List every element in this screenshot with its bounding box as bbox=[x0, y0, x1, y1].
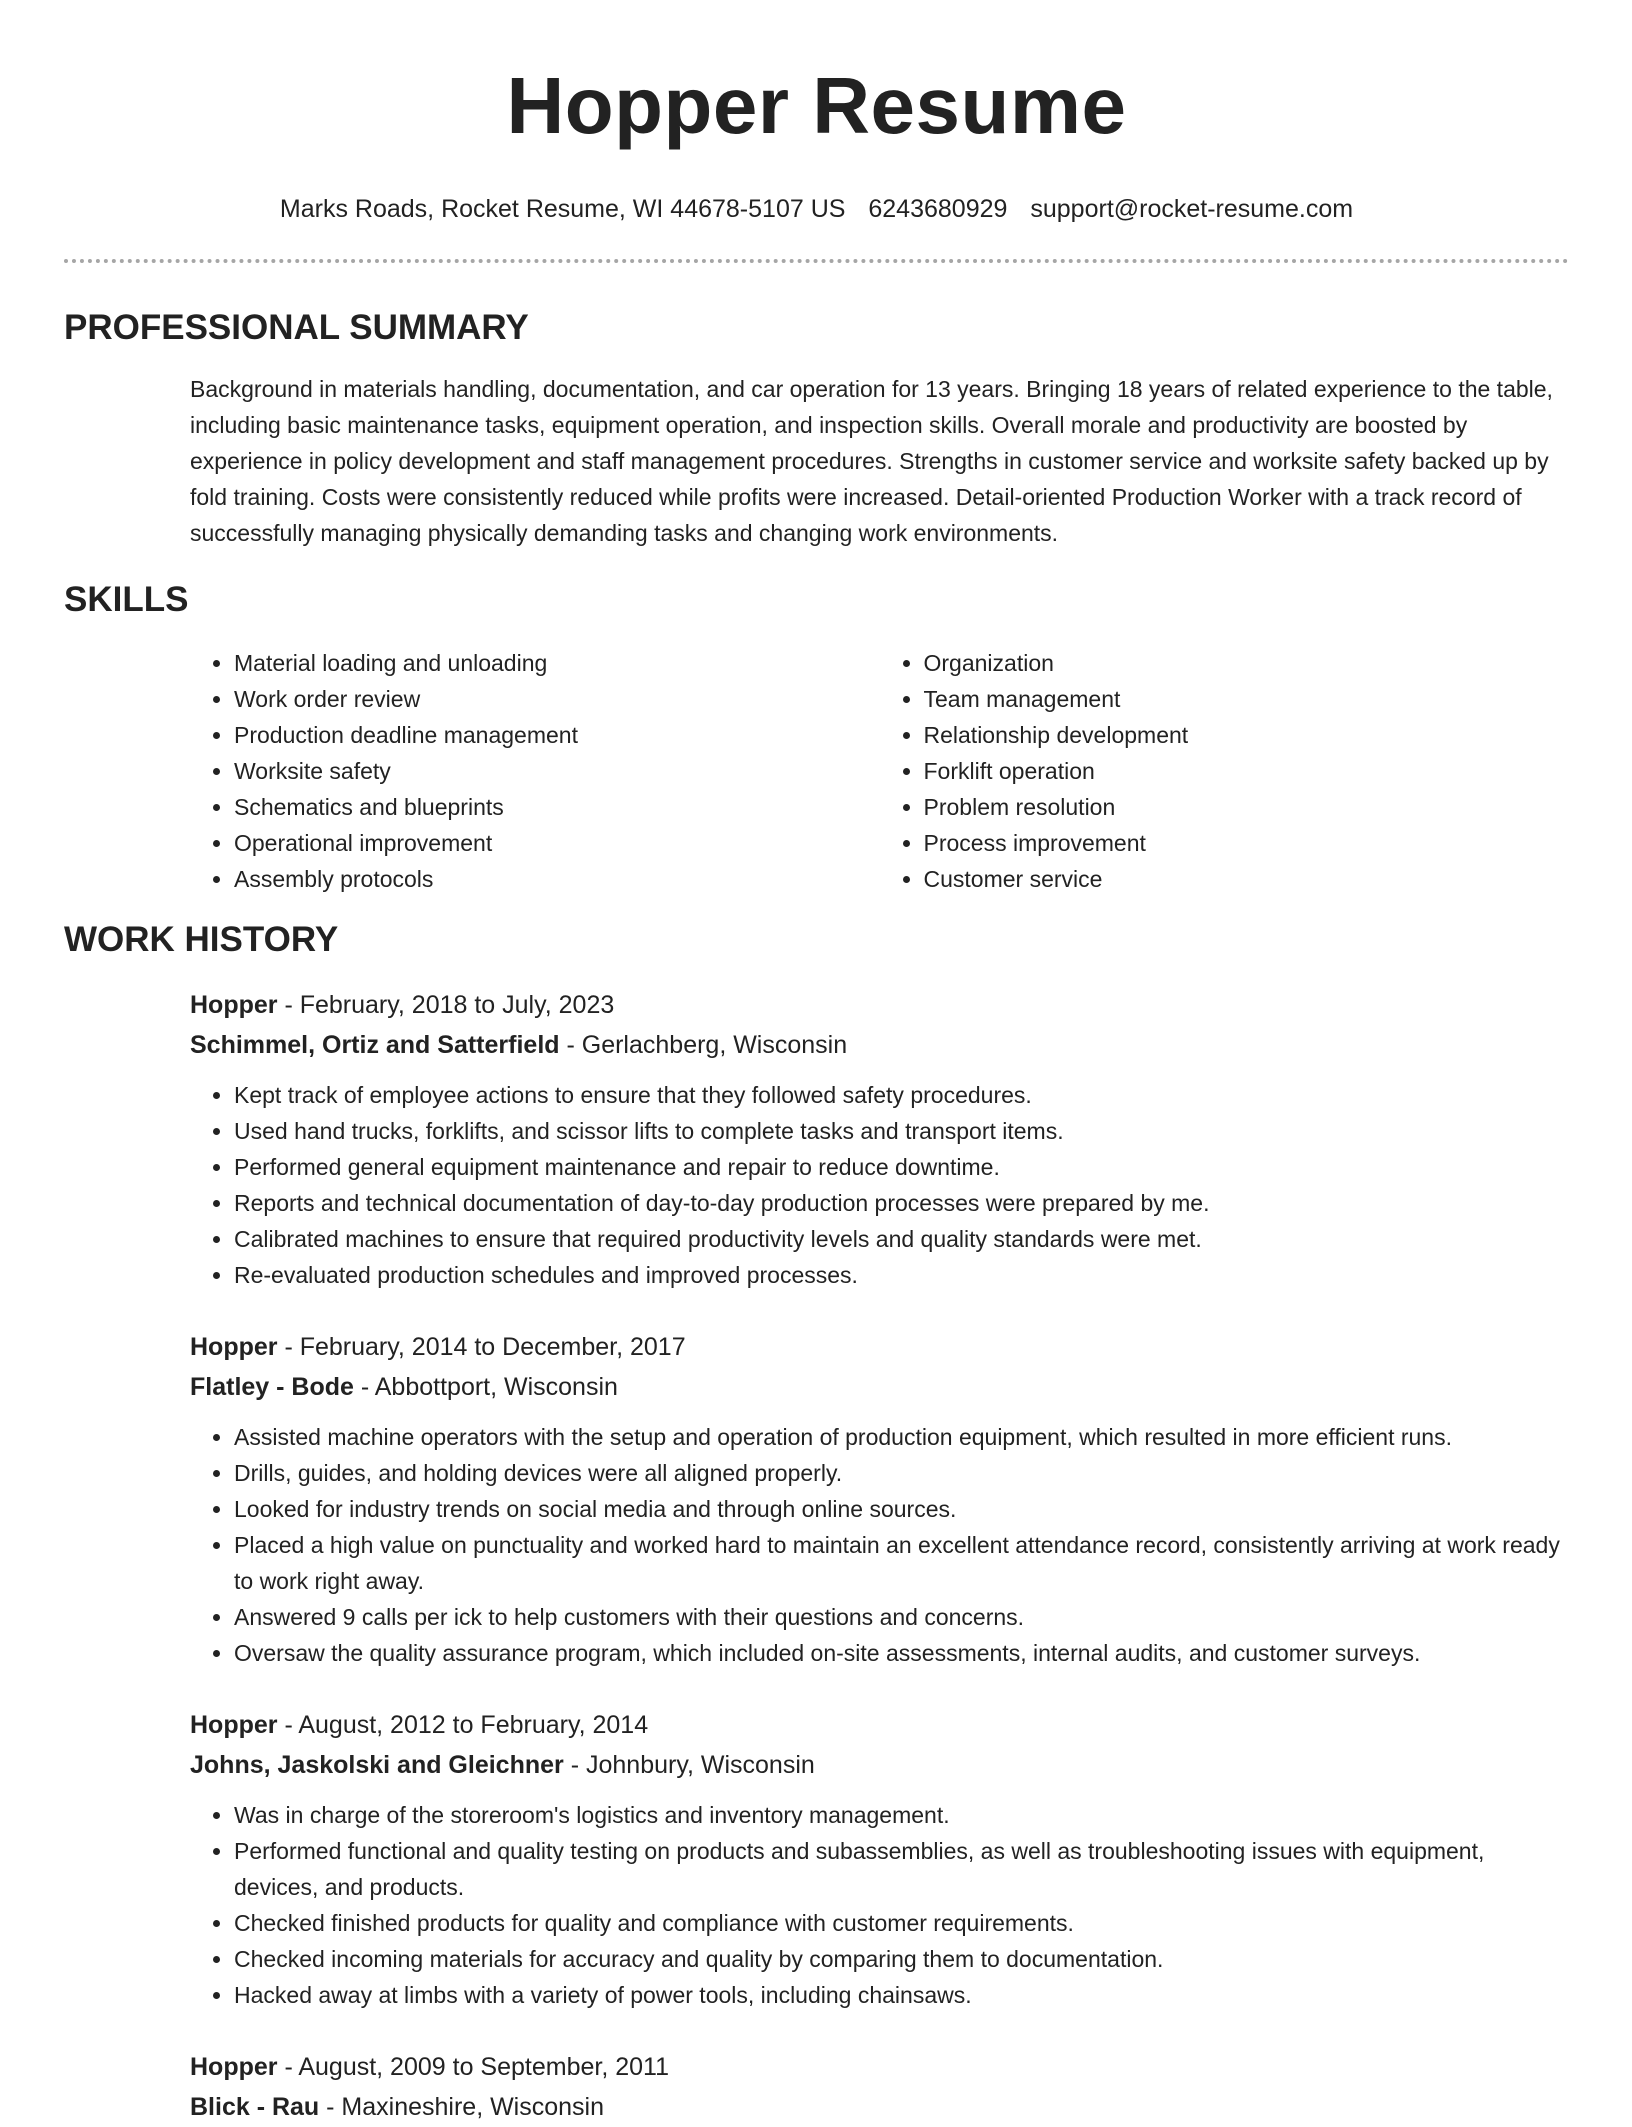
job-company-line bbox=[190, 1745, 1569, 1785]
job-location: - Abbottport, Wisconsin bbox=[353, 1373, 618, 1401]
job-bullet: • Re-evaluated production schedules and improved processes. bbox=[234, 1257, 1569, 1293]
skill-item: • Material loading and unloading bbox=[234, 645, 880, 681]
job-title-line bbox=[190, 1327, 1569, 1367]
job-bullet: • Oversaw the quality assurance program, which included on-site assessments, internal audits, and customer surveys. bbox=[234, 1635, 1569, 1671]
job-company: Blick - Rau bbox=[190, 2093, 320, 2121]
job-bullet: • Performed general equipment maintenance and repair to reduce downtime. bbox=[234, 1149, 1569, 1185]
job-dates: - February, 2018 to July, 2023 bbox=[277, 991, 615, 1019]
job-dates: - August, 2012 to February, 2014 bbox=[277, 1711, 649, 1739]
job-company: Johns, Jaskolski and Gleichner bbox=[190, 1751, 564, 1779]
skill-item: • Organization bbox=[924, 645, 1570, 681]
skill-item: • Production deadline management bbox=[234, 717, 880, 753]
job-company-line bbox=[190, 1025, 1569, 1065]
contact-address: Marks Roads, Rocket Resume, WI 44678-5107 US bbox=[279, 195, 846, 223]
skill-item: • Assembly protocols bbox=[234, 861, 880, 897]
job-role: Hopper bbox=[190, 991, 278, 1019]
resume-name: Hopper Resume bbox=[506, 61, 1127, 150]
job-location: - Maxineshire, Wisconsin bbox=[319, 2093, 605, 2121]
job-title-line bbox=[190, 2047, 1569, 2087]
job-dates: - August, 2009 to September, 2011 bbox=[277, 2053, 669, 2081]
job-location: - Gerlachberg, Wisconsin bbox=[559, 1031, 848, 1059]
job-bullet: • Checked finished products for quality and compliance with customer requirements. bbox=[234, 1905, 1569, 1941]
job-bullet: • Placed a high value on punctuality and worked hard to maintain an excellent attendance record, consistently arriving at work ready to work right away. bbox=[234, 1527, 1569, 1599]
job-bullet: • Drills, guides, and holding devices were all aligned properly. bbox=[234, 1455, 1569, 1491]
job-bullet: • Checked incoming materials for accuracy and quality by comparing them to documentation. bbox=[234, 1941, 1569, 1977]
skills-heading: SKILLS bbox=[64, 580, 189, 619]
job-entry bbox=[190, 985, 1569, 1293]
job-bullet: • Calibrated machines to ensure that required productivity levels and quality standards were met. bbox=[234, 1221, 1569, 1257]
skills-list-left bbox=[190, 645, 880, 897]
job-bullets bbox=[190, 1077, 1569, 1293]
summary-heading: PROFESSIONAL SUMMARY bbox=[64, 308, 529, 347]
job-company: Flatley - Bode bbox=[190, 1373, 354, 1401]
job-bullet: • Looked for industry trends on social media and through online sources. bbox=[234, 1491, 1569, 1527]
job-title-line bbox=[190, 1705, 1569, 1745]
skill-item: • Team management bbox=[924, 681, 1570, 717]
job-bullets bbox=[190, 1419, 1569, 1671]
work-history-section bbox=[64, 919, 1569, 2127]
skill-item: • Customer service bbox=[924, 861, 1570, 897]
skills-grid bbox=[190, 645, 1569, 897]
job-bullet: • Assisted machine operators with the setup and operation of production equipment, which resulted in more efficient runs. bbox=[234, 1419, 1569, 1455]
skill-item: • Worksite safety bbox=[234, 753, 880, 789]
skill-item: • Process improvement bbox=[924, 825, 1570, 861]
job-role: Hopper bbox=[190, 2053, 278, 2081]
skill-item: • Forklift operation bbox=[924, 753, 1570, 789]
summary-section bbox=[64, 307, 1569, 551]
job-role: Hopper bbox=[190, 1333, 278, 1361]
job-bullet: • Performed functional and quality testing on products and subassemblies, as well as troubleshooting issues with equipment, devices, and products. bbox=[234, 1833, 1569, 1905]
job-bullet: • Kept track of employee actions to ensure that they followed safety procedures. bbox=[234, 1077, 1569, 1113]
skill-item: • Relationship development bbox=[924, 717, 1570, 753]
job-bullets bbox=[190, 1797, 1569, 2013]
header-divider bbox=[64, 259, 1569, 263]
skill-item: • Problem resolution bbox=[924, 789, 1570, 825]
job-bullet: • Hacked away at limbs with a variety of power tools, including chainsaws. bbox=[234, 1977, 1569, 2013]
contact-phone: 6243680929 bbox=[868, 195, 1008, 223]
skills-list-right bbox=[880, 645, 1570, 897]
work-history-heading: WORK HISTORY bbox=[64, 920, 339, 959]
skills-section bbox=[64, 579, 1569, 897]
job-role: Hopper bbox=[190, 1711, 278, 1739]
job-bullet: • Was in charge of the storeroom's logistics and inventory management. bbox=[234, 1797, 1569, 1833]
job-title-line bbox=[190, 985, 1569, 1025]
job-company-line bbox=[190, 1367, 1569, 1407]
skill-item: • Work order review bbox=[234, 681, 880, 717]
job-company-line bbox=[190, 2087, 1569, 2127]
job-bullet: • Used hand trucks, forklifts, and scissor lifts to complete tasks and transport items. bbox=[234, 1113, 1569, 1149]
contact-line bbox=[64, 192, 1569, 226]
job-dates: - February, 2014 to December, 2017 bbox=[277, 1333, 686, 1361]
summary-text: Background in materials handling, documentation, and car operation for 13 years. Bringing 18 years of related experience to the table, including basic maintenance tasks, equipment operation, and inspection skills. Overall morale and productivity are boosted by experience in policy development and staff management procedures. Strengths in customer service and worksite safety backed up by fold training. Costs were consistently reduced while profits were increased. Detail-oriented Production Worker with a track record of successfully managing physically demanding tasks and changing work environments. bbox=[190, 376, 1553, 546]
job-bullet: • Answered 9 calls per ick to help customers with their questions and concerns. bbox=[234, 1599, 1569, 1635]
job-entry bbox=[190, 2047, 1569, 2127]
job-entry bbox=[190, 1327, 1569, 1671]
skill-item: • Schematics and blueprints bbox=[234, 789, 880, 825]
contact-email[interactable]: support@rocket-resume.com bbox=[1030, 195, 1354, 223]
skill-item: • Operational improvement bbox=[234, 825, 880, 861]
job-location: - Johnbury, Wisconsin bbox=[563, 1751, 815, 1779]
job-entry bbox=[190, 1705, 1569, 2013]
job-bullet: • Reports and technical documentation of day-to-day production processes were prepared by me. bbox=[234, 1185, 1569, 1221]
job-company: Schimmel, Ortiz and Satterfield bbox=[190, 1031, 560, 1059]
